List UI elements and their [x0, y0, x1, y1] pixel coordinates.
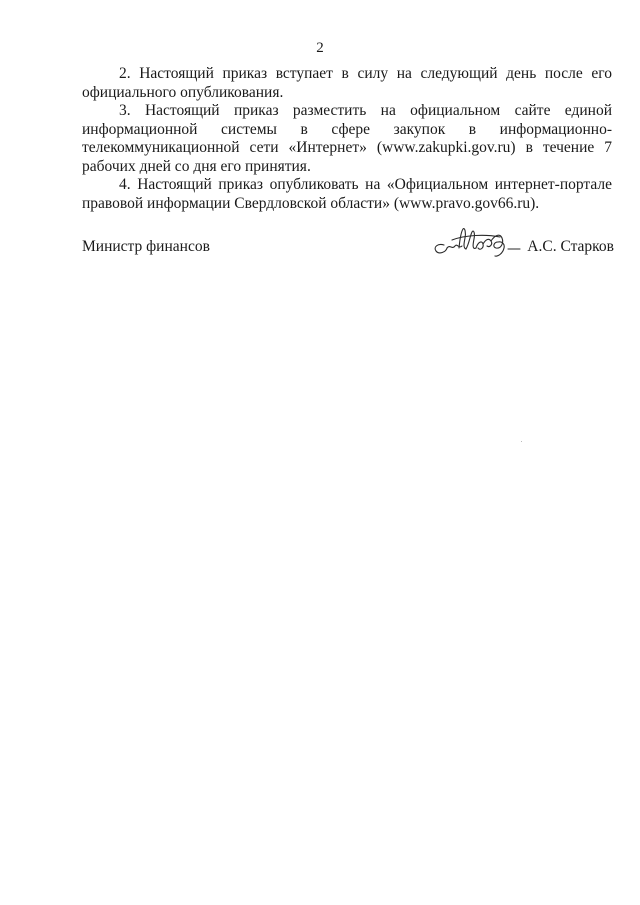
signer-name: А.С. Старков	[527, 238, 614, 255]
page-number: 2	[316, 40, 324, 56]
paragraph-3	[82, 102, 612, 176]
paragraph-4	[82, 176, 612, 213]
paragraph-text: Настоящий приказ вступает в силу на следующий день после его официального опубликования.	[82, 65, 612, 101]
paragraph-marker: 2.	[119, 65, 131, 82]
paragraph-marker: 3.	[119, 102, 131, 119]
paragraph-text: Настоящий приказ опубликовать на «Официальном интернет-портале правовой информации Свердловской области» (www.pravo.gov66.ru).	[82, 176, 613, 212]
paragraph-2	[82, 65, 612, 102]
paragraph-text: Настоящий приказ разместить на официальном сайте единой информационной системы в сфере закупок в информационно-телекоммуникационной сети «Интернет» (www.zakupki.gov.ru) в течение 7 рабочих дней со дня его принятия.	[82, 102, 612, 175]
paragraph-marker: 4.	[119, 176, 131, 193]
document-body	[82, 65, 612, 213]
signature-block	[82, 238, 614, 262]
scan-speck	[521, 441, 522, 442]
handwritten-signature	[430, 224, 522, 260]
signer-title: Министр финансов	[82, 238, 210, 255]
